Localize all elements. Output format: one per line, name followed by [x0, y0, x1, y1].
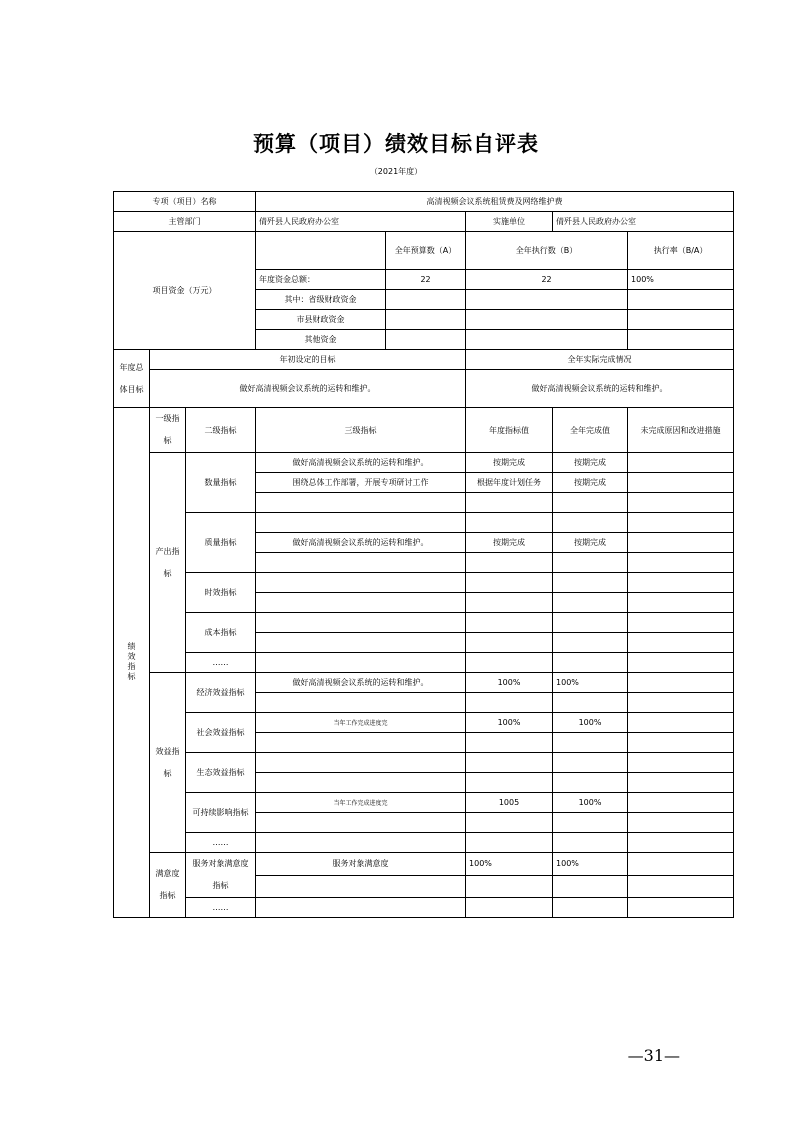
reason-value [628, 633, 734, 653]
done-value [553, 573, 628, 593]
col-rate-header: 执行率（B/A） [628, 232, 734, 270]
reason-value [628, 773, 734, 793]
level3-text [256, 593, 466, 613]
ecological-indicator: 生态效益指标 [186, 753, 256, 793]
level3-text [256, 773, 466, 793]
done-value [553, 833, 628, 853]
target-value: 按期完成 [466, 533, 553, 553]
impl-value: 倩歼县人民政府办公室 [553, 212, 734, 232]
table-row [114, 350, 734, 370]
table-row [114, 673, 734, 693]
target-value: 按期完成 [466, 453, 553, 473]
target-value [466, 693, 553, 713]
fund-budget [386, 290, 466, 310]
economic-indicator: 经济效益指标 [186, 673, 256, 713]
col-budget-header: 全年预算数（A） [386, 232, 466, 270]
target-value [466, 898, 553, 918]
level3-text [256, 733, 466, 753]
timeliness-indicator: 时效指标 [186, 573, 256, 613]
reason-value [628, 493, 734, 513]
fund-row-label: 市县财政资金 [256, 310, 386, 330]
target-value [466, 733, 553, 753]
goals-label: 年度总体目标 [114, 350, 150, 408]
level3-text [256, 753, 466, 773]
done-value [553, 773, 628, 793]
target-value [466, 573, 553, 593]
done-value [553, 875, 628, 898]
done-value: 按期完成 [553, 473, 628, 493]
reason-value [628, 553, 734, 573]
header-done: 全年完成值 [553, 408, 628, 453]
level3-text: 围绕总体工作部署，开展专项研讨工作 [256, 473, 466, 493]
level3-text [256, 898, 466, 918]
more-indicator: …… [186, 653, 256, 673]
fund-exec [466, 290, 628, 310]
table-row [114, 453, 734, 473]
table-row [114, 833, 734, 853]
fund-exec [466, 310, 628, 330]
done-value [553, 753, 628, 773]
level3-text: 做好高清视频会议系统的运转和维护。 [256, 453, 466, 473]
target-value: 100% [466, 853, 553, 876]
done-value [553, 613, 628, 633]
funds-corner-cell [256, 232, 386, 270]
reason-value [628, 693, 734, 713]
effect-indicator-label: 效益指标 [150, 673, 186, 853]
level3-text [256, 493, 466, 513]
table-row [114, 613, 734, 633]
reason-value [628, 733, 734, 753]
table-row [114, 713, 734, 733]
level3-text [256, 813, 466, 833]
done-value [553, 493, 628, 513]
level3-text: 服务对象满意度 [256, 853, 466, 876]
sustain-indicator: 可持续影响指标 [186, 793, 256, 833]
target-value [466, 813, 553, 833]
done-value [553, 653, 628, 673]
table-row [114, 513, 734, 533]
fund-exec [466, 330, 628, 350]
reason-value [628, 453, 734, 473]
target-value [466, 653, 553, 673]
done-value: 按期完成 [553, 453, 628, 473]
dept-label: 主管部门 [114, 212, 256, 232]
fund-rate [628, 290, 734, 310]
header-reason: 未完成原因和改进措施 [628, 408, 734, 453]
level3-text [256, 875, 466, 898]
done-value [553, 693, 628, 713]
fund-row-label: 年度资金总额： [256, 270, 386, 290]
quality-indicator: 质量指标 [186, 513, 256, 573]
reason-value [628, 653, 734, 673]
target-value [466, 633, 553, 653]
target-value [466, 773, 553, 793]
done-value [553, 733, 628, 753]
fund-row-label: 其中：省级财政资金 [256, 290, 386, 310]
fund-budget [386, 330, 466, 350]
reason-value [628, 875, 734, 898]
table-row [114, 573, 734, 593]
initial-goal-text: 做好高清视频会议系统的运转和维护。 [150, 370, 466, 408]
reason-value [628, 593, 734, 613]
cost-indicator: 成本指标 [186, 613, 256, 653]
table-row [114, 753, 734, 773]
level3-text [256, 693, 466, 713]
target-value [466, 613, 553, 633]
table-row [114, 232, 734, 270]
fund-exec: 22 [466, 270, 628, 290]
level3-text [256, 573, 466, 593]
impl-label: 实施单位 [466, 212, 553, 232]
reason-value [628, 513, 734, 533]
target-value: 1005 [466, 793, 553, 813]
done-value [553, 813, 628, 833]
done-value: 100% [553, 713, 628, 733]
target-value [466, 875, 553, 898]
page-number: —31— [627, 1046, 680, 1065]
reason-value [628, 853, 734, 876]
level3-text [256, 633, 466, 653]
actual-goal-header: 全年实际完成情况 [466, 350, 734, 370]
target-value [466, 593, 553, 613]
reason-value [628, 813, 734, 833]
fund-row-label: 其他资金 [256, 330, 386, 350]
target-value [466, 753, 553, 773]
header-level1: 一级指标 [150, 408, 186, 453]
reason-value [628, 613, 734, 633]
table-row [114, 408, 734, 453]
level3-text: 当年工作完成进度完 [256, 713, 466, 733]
reason-value [628, 898, 734, 918]
col-exec-header: 全年执行数（B） [466, 232, 628, 270]
reason-value [628, 533, 734, 553]
level3-text [256, 513, 466, 533]
level3-text: 做好高清视频会议系统的运转和维护。 [256, 533, 466, 553]
target-value: 根据年度计划任务 [466, 473, 553, 493]
table-row [114, 653, 734, 673]
fund-rate: 100% [628, 270, 734, 290]
table-row [114, 370, 734, 408]
level3-text [256, 553, 466, 573]
fund-budget: 22 [386, 270, 466, 290]
level3-text: 当年工作完成进度完 [256, 793, 466, 813]
project-name-label: 专项（项目）名称 [114, 192, 256, 212]
table-row [114, 898, 734, 918]
reason-value [628, 793, 734, 813]
funds-label: 项目资金（万元） [114, 232, 256, 350]
level3-text [256, 833, 466, 853]
done-value [553, 593, 628, 613]
table-row [114, 212, 734, 232]
satisfaction-indicator-label: 满意度指标 [150, 853, 186, 918]
done-value: 按期完成 [553, 533, 628, 553]
header-level3: 三级指标 [256, 408, 466, 453]
fund-budget [386, 310, 466, 330]
year-label: （2021年度） [369, 167, 423, 176]
reason-value [628, 833, 734, 853]
more-indicator: …… [186, 898, 256, 918]
done-value: 100% [553, 673, 628, 693]
target-value: 100% [466, 673, 553, 693]
actual-goal-text: 做好高清视频会议系统的运转和维护。 [466, 370, 734, 408]
quantity-indicator: 数量指标 [186, 453, 256, 513]
reason-value [628, 673, 734, 693]
header-target: 年度指标值 [466, 408, 553, 453]
level3-text: 做好高清视频会议系统的运转和维护。 [256, 673, 466, 693]
table-row [114, 192, 734, 212]
done-value: 100% [553, 853, 628, 876]
target-value [466, 513, 553, 533]
target-value [466, 493, 553, 513]
social-indicator: 社会效益指标 [186, 713, 256, 753]
more-indicator: …… [186, 833, 256, 853]
target-value [466, 833, 553, 853]
service-object-indicator: 服务对象满意度指标 [186, 853, 256, 898]
header-level2: 二级指标 [186, 408, 256, 453]
reason-value [628, 753, 734, 773]
level3-text [256, 653, 466, 673]
target-value: 100% [466, 713, 553, 733]
reason-value [628, 713, 734, 733]
done-value: 100% [553, 793, 628, 813]
output-indicator-label: 产出指标 [150, 453, 186, 673]
done-value [553, 513, 628, 533]
indicators-label: 绩效指标 [114, 408, 150, 918]
initial-goal-header: 年初设定的目标 [150, 350, 466, 370]
level3-text [256, 613, 466, 633]
target-value [466, 553, 553, 573]
reason-value [628, 473, 734, 493]
page-title: 预算（项目）绩效目标自评表 [253, 131, 539, 156]
table-row [114, 853, 734, 876]
done-value [553, 633, 628, 653]
project-name-value: 高清视频会议系统租赁费及网络维护费 [256, 192, 734, 212]
done-value [553, 553, 628, 573]
fund-rate [628, 310, 734, 330]
done-value [553, 898, 628, 918]
reason-value [628, 573, 734, 593]
dept-value: 倩歼县人民政府办公室 [256, 212, 466, 232]
fund-rate [628, 330, 734, 350]
table-row [114, 793, 734, 813]
evaluation-table [113, 191, 734, 918]
